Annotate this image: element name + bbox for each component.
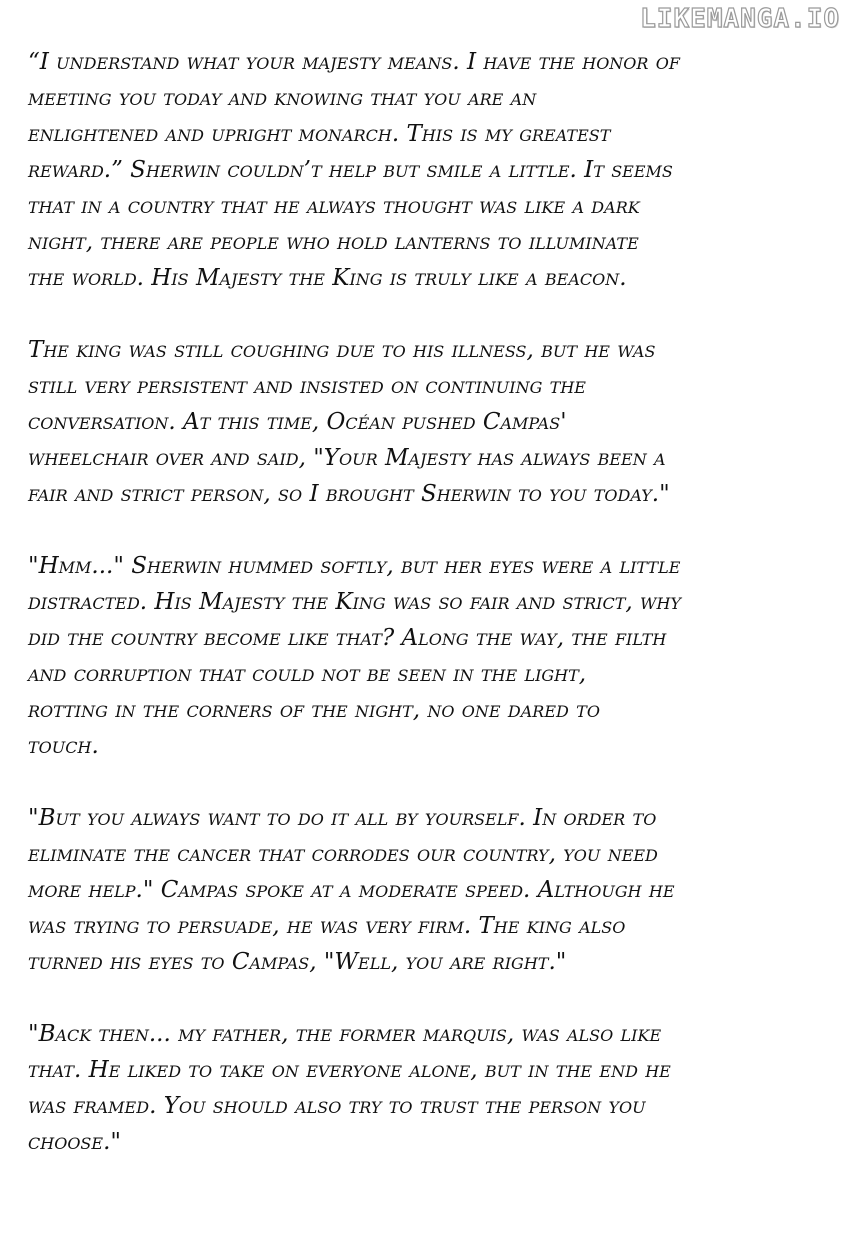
paragraph-1: “I understand what your majesty means. I have the honor of meeting you today and knowing that you are an enlightened and upright monarch. This is my greatest reward.” Sherwin couldn’t help but smile a little. It seems that in a country that he always thought was like a dark night, there are people who hold lanterns to illuminate the world. His Majesty the King is truly like a beacon. bbox=[28, 49, 680, 291]
paragraph-4: "But you always want to do it all by yourself. In order to eliminate the cancer that corrodes our country, you need more help." Campas spoke at a moderate speed. Although he was trying to persuade, he was very firm. The king also turned his eyes to Campas, "Well, you are right." bbox=[28, 805, 675, 975]
paragraph-5: "Back then... my father, the former marquis, was also like that. He liked to take on everyone alone, but in the end he was framed. You should also try to trust the person you choose." bbox=[28, 1021, 671, 1155]
paragraph-3: "Hmm..." Sherwin hummed softly, but her eyes were a little distracted. His Majesty the King was so fair and strict, why did the country become like that? Along the way, the filth and corruption that could not be seen in the light, rotting in the corners of the night, no one dared to touch. bbox=[28, 553, 681, 759]
paragraph-2: The king was still coughing due to his illness, but he was still very persistent and insisted on continuing the conversation. At this time, Océan pushed Campas' wheelchair over and said, "Your Majesty has always been a fair and strict person, so I brought Sherwin to you today." bbox=[28, 337, 670, 507]
story-text bbox=[28, 44, 828, 1160]
site-watermark: LIKEMANGA.IO bbox=[640, 4, 840, 34]
